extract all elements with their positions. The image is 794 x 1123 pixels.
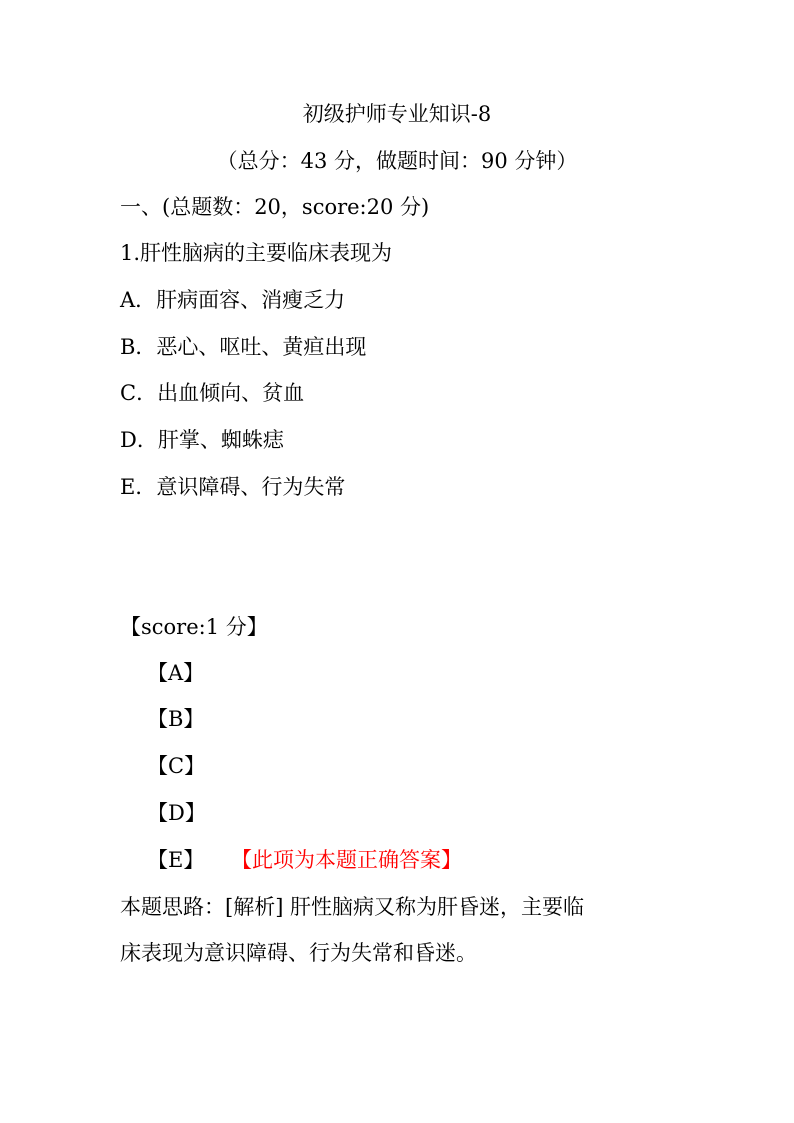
section-heading: 一、(总题数：20，score:20 分) [120, 195, 430, 219]
score-label: 【score:1 分】 [120, 615, 268, 639]
option-b: B．恶心、呕吐、黄疸出现 [120, 335, 367, 359]
explanation-line-2: 床表现为意识障碍、行为失常和昏迷。 [120, 941, 477, 965]
exam-info: （总分：43 分，做题时间：90 分钟） [216, 149, 578, 173]
page-title: 初级护师专业知识-8 [302, 102, 492, 126]
option-c: C．出血倾向、贫血 [120, 381, 305, 405]
option-d: D．肝掌、蜘蛛痣 [120, 428, 284, 452]
explanation-line-1: 本题思路：[解析] 肝性脑病又称为肝昏迷，主要临 [120, 895, 585, 919]
option-a: A．肝病面容、消瘦乏力 [120, 288, 346, 312]
answer-choice-c: 【C】 [147, 754, 206, 778]
answer-choice-a: 【A】 [147, 661, 205, 685]
option-e: E．意识障碍、行为失常 [120, 475, 346, 499]
correct-answer-note: 【此项为本题正确答案】 [231, 848, 462, 872]
answer-choice-e: 【E】 [147, 848, 205, 872]
answer-choice-d: 【D】 [147, 801, 206, 825]
answer-choice-b: 【B】 [147, 707, 205, 731]
question-stem: 1.肝性脑病的主要临床表现为 [120, 241, 393, 265]
